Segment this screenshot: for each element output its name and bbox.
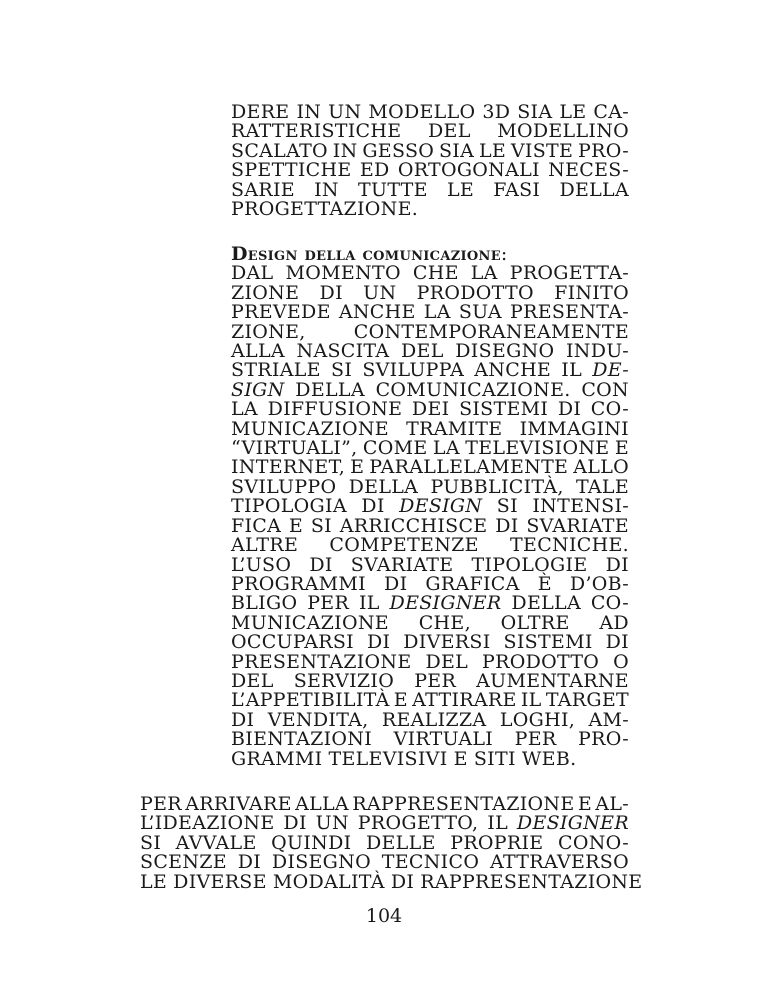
word: INTENSI-: [532, 495, 629, 518]
word: PRESENTAZIONE: [231, 650, 412, 673]
word: DI: [309, 553, 333, 576]
word: DIFFUSIONE: [267, 398, 403, 421]
word: DI: [366, 631, 391, 654]
word: O: [613, 650, 629, 673]
word: PRESENTA-: [510, 301, 629, 324]
word: RAPPRESENTAZIONE: [352, 793, 575, 815]
word: ZIONE,: [231, 320, 306, 343]
word: DI: [605, 631, 629, 654]
word: L’IDEAZIONE: [140, 812, 275, 835]
word: IN: [332, 139, 358, 162]
text-line: [231, 400, 629, 419]
word: SPETTICHE: [231, 159, 352, 182]
word: SIA: [517, 101, 553, 123]
text-line: [231, 691, 629, 710]
word: DIVERSE: [173, 870, 267, 893]
word: TECNICHE.: [510, 534, 629, 557]
word: CA-: [593, 101, 629, 123]
word: DEL: [231, 669, 274, 692]
word: MUNICAZIONE: [231, 417, 389, 440]
word: ALLO: [573, 456, 629, 479]
word: PROGRAMMI: [231, 572, 366, 595]
word: PER: [514, 728, 557, 751]
word: INDU-: [566, 340, 629, 363]
word: IL: [520, 689, 542, 712]
word: DAL: [231, 262, 274, 285]
word: TECNICO: [381, 851, 480, 874]
word: PARALLELAMENTE: [369, 456, 569, 479]
word: ANCHE: [474, 359, 552, 382]
text-line: [231, 303, 629, 322]
word: DI: [361, 495, 385, 518]
word: COMPETENZE: [329, 534, 479, 557]
word: SCENZE: [140, 851, 227, 874]
word: E: [288, 514, 304, 537]
word: LA: [470, 262, 498, 285]
word: PRO-: [578, 139, 629, 162]
word: E: [577, 793, 592, 815]
word: PER: [307, 592, 350, 615]
word: MODELLINO: [497, 120, 629, 143]
word: MUNICAZIONE: [231, 611, 389, 634]
word: LE: [478, 139, 507, 162]
word: OCCUPARSI: [231, 631, 354, 654]
text-line: [231, 122, 629, 141]
word: FICA: [231, 514, 282, 537]
italic-term: DESIGNER: [516, 812, 629, 835]
word: ARRICCHISCE: [339, 514, 488, 537]
word: ATTIRARE: [412, 689, 517, 712]
word: ALLA: [295, 793, 349, 815]
word: OLTRE: [500, 611, 570, 634]
word: NECES-: [548, 159, 629, 182]
word: LE: [446, 178, 475, 201]
word: [390, 594, 502, 613]
word: PROPRIE: [450, 831, 544, 854]
word: E: [453, 747, 468, 770]
word: VENDITA,: [267, 708, 369, 731]
text-line: [231, 264, 629, 283]
text-line: [231, 730, 629, 749]
italic-term: DESIGNER: [389, 592, 502, 615]
word: ANCHE: [338, 301, 416, 324]
word: IMMAGINI: [519, 417, 629, 440]
word: SCALATO: [231, 139, 328, 162]
word: UN: [363, 281, 397, 304]
word: E: [393, 689, 408, 712]
word: VIRTUALI: [393, 728, 494, 751]
word: SARIE: [231, 178, 295, 201]
word: DI: [237, 851, 262, 874]
word: ALTRE: [231, 534, 299, 557]
word: PUBBLICITÀ,: [430, 475, 564, 498]
word: IL: [487, 812, 509, 835]
word: CO-: [590, 398, 629, 421]
word: ARRIVARE: [185, 793, 292, 815]
word: DISEGNO: [455, 340, 555, 363]
word: PRODOTTO: [482, 650, 600, 673]
word: ZIONE: [231, 281, 300, 304]
word: TIPOLOGIA: [231, 495, 347, 518]
word: DEL: [401, 340, 444, 363]
paragraph-body-full-width: [140, 793, 643, 893]
word: DI: [384, 572, 408, 595]
word: IL: [561, 359, 583, 382]
word: 3D: [482, 101, 511, 123]
word: CONO-: [558, 831, 629, 854]
word: ED: [359, 159, 390, 182]
word: FINITO: [554, 281, 629, 304]
word: SI: [140, 831, 162, 854]
word: PREVEDE: [231, 301, 331, 324]
word: DI: [231, 708, 255, 731]
word: DELLE: [365, 831, 436, 854]
word: SUA: [458, 301, 502, 324]
text-line: [231, 747, 629, 770]
word: DELLA: [348, 475, 419, 498]
word: DIVERSI: [403, 631, 491, 654]
italic-term: SIGN: [231, 378, 285, 401]
word: DEI: [411, 398, 450, 421]
word: CHE,: [418, 611, 471, 634]
text-line: [140, 870, 643, 893]
word: LA: [432, 437, 460, 460]
word: PRODOTTO: [416, 281, 534, 304]
word: VISTE: [510, 139, 574, 162]
word: CON: [581, 378, 629, 401]
word: DI: [283, 812, 307, 835]
word: MODELLO: [368, 101, 476, 123]
italic-term: DESIGN: [399, 495, 483, 518]
word: AVVALE: [175, 831, 257, 854]
text-line: [140, 853, 629, 872]
text-line: [231, 633, 629, 652]
word: AD: [599, 611, 629, 634]
word: AUMENTARNE: [476, 669, 629, 692]
paragraph-design-communication: [231, 245, 629, 769]
word: L’APPETIBILITÀ: [231, 689, 390, 712]
word: L’USO: [231, 553, 292, 576]
section-term-colon: :: [500, 243, 508, 265]
word: CO-: [590, 592, 629, 615]
word: CONTEMPORANEAMENTE: [353, 320, 629, 343]
word: D’OB-: [569, 572, 629, 595]
word: FASI: [493, 178, 541, 201]
word: PRO-: [578, 728, 629, 751]
word: AL-: [595, 793, 629, 815]
word: LE: [559, 101, 587, 123]
word: SI: [331, 359, 353, 382]
word: GRAMMI: [231, 747, 323, 770]
word: IL: [358, 592, 380, 615]
word: DI: [557, 398, 582, 421]
word: SI: [496, 495, 518, 518]
word: GRAFICA: [425, 572, 520, 595]
word: QUINDI: [271, 831, 352, 854]
word: TRAMITE: [406, 417, 503, 440]
word: SI: [310, 514, 332, 537]
word: ALLA: [231, 340, 285, 363]
word: ORTOGONALI: [397, 159, 540, 182]
word: TELEVISIVI: [328, 747, 448, 770]
word: DI: [495, 514, 519, 537]
word: TIPOLOGIE: [471, 553, 588, 576]
text-line: [231, 536, 629, 555]
word: PROGETTO,: [357, 812, 479, 835]
word: SISTEMI: [503, 631, 593, 654]
text-line: [231, 161, 629, 180]
word: SVILUPPA: [362, 359, 465, 382]
word: MODALITÀ: [272, 870, 385, 893]
word: INTERNET,: [231, 456, 346, 479]
word: TELEVISIONE: [465, 437, 610, 460]
word: BIENTAZIONI: [231, 728, 373, 751]
text-line: [140, 814, 629, 833]
word: SVARIATE: [526, 514, 629, 537]
word: GESSO: [362, 139, 435, 162]
word: [592, 361, 629, 380]
text-line: [231, 200, 629, 219]
word: AM-: [588, 708, 629, 731]
word: IN: [296, 101, 322, 123]
word: WEB.: [521, 747, 577, 770]
word: SITI: [473, 747, 516, 770]
word: DI: [605, 553, 629, 576]
word: TALE: [575, 475, 629, 498]
word: UN: [328, 101, 362, 123]
word: LOGHI,: [499, 708, 576, 731]
word: UN: [315, 812, 349, 835]
section-term: Design della comunicazione: [231, 243, 501, 265]
word: [399, 497, 482, 516]
word: DI: [319, 281, 343, 304]
word: IN: [314, 178, 339, 201]
word: STRIALE: [231, 359, 321, 382]
word: COMUNICAZIONE.: [375, 378, 571, 401]
word: LA: [231, 398, 258, 421]
word: SERVIZIO: [293, 669, 395, 692]
word: SVARIATE: [350, 553, 454, 576]
word: LA: [423, 301, 451, 324]
word: DELLA: [511, 592, 581, 615]
word: ATTRAVERSO: [490, 851, 629, 874]
paragraph-continuation: [231, 103, 629, 219]
word: [517, 814, 629, 833]
word: PROGETTA-: [509, 262, 629, 285]
word: DI: [390, 870, 415, 893]
word: COME: [362, 437, 428, 460]
word: DEL: [425, 650, 469, 673]
word: LE: [140, 870, 168, 893]
word: DELLA: [295, 378, 365, 401]
text-line: [231, 553, 629, 576]
word: DEL: [428, 120, 471, 143]
word: DERE: [231, 101, 290, 123]
word: SISTEMI: [459, 398, 549, 421]
word: DELLA: [559, 178, 629, 201]
word: BLIGO: [231, 592, 298, 615]
word: DISEGNO: [271, 851, 371, 874]
text-line: [231, 458, 629, 477]
text-line: [231, 497, 629, 516]
word: MOMENTO: [285, 262, 401, 285]
word: TUTTE: [358, 178, 428, 201]
word: E: [614, 437, 629, 460]
italic-term: DE-: [592, 359, 629, 382]
word: SVILUPPO: [231, 475, 337, 498]
word: E: [350, 456, 365, 479]
text-line: [231, 361, 629, 380]
word: CHE: [412, 262, 459, 285]
word: RATTERISTICHE: [231, 120, 402, 143]
word: “VIRTUALI”,: [231, 437, 358, 460]
word: RAPPRESENTAZIONE: [420, 870, 643, 893]
page-number: 104: [365, 905, 403, 927]
word: NASCITA: [296, 340, 390, 363]
text-line: [231, 594, 629, 613]
word: È: [537, 572, 552, 595]
word: REALIZZA: [381, 708, 487, 731]
word: TARGET: [545, 689, 629, 712]
word: SIA: [438, 139, 475, 162]
word: PER: [140, 793, 182, 815]
word: PROGETTAZIONE.: [231, 198, 419, 221]
word: PER: [414, 669, 457, 692]
